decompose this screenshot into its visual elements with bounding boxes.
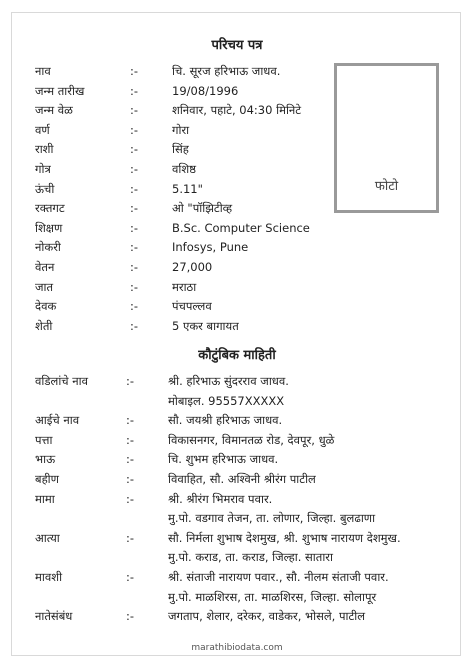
field-value: मोबाइल. 95557XXXXX — [168, 393, 285, 408]
personal-row — [35, 297, 440, 315]
field-value: मु.पो. कराड, ता. कराड, जिल्हा. सातारा — [168, 550, 333, 565]
field-value: मु.पो. माळशिरस, ता. माळशिरस, जिल्हा. सोलापूर — [168, 589, 377, 604]
field-label: आत्या — [35, 530, 60, 545]
field-label: रक्तगट — [35, 201, 65, 216]
field-value: 5.11" — [172, 181, 203, 196]
field-label: ऊंची — [35, 181, 55, 196]
field-label: जात — [35, 279, 54, 294]
field-value: श्री. श्रीरंग भिमराव पवार. — [168, 491, 273, 506]
photo-label: फोटो — [374, 179, 399, 194]
field-label: वडिलांचे नाव — [35, 374, 89, 388]
personal-row — [35, 82, 440, 100]
family-row — [35, 509, 440, 527]
family-row — [35, 372, 440, 390]
family-row — [35, 392, 440, 410]
field-separator: :- — [130, 162, 139, 176]
field-value: 19/08/1996 — [172, 83, 239, 98]
field-separator: :- — [130, 318, 139, 333]
personal-row — [35, 101, 440, 119]
field-label: नाव — [35, 64, 51, 78]
family-section-title: कौटुंबिक माहिती — [198, 348, 276, 363]
field-label: बहीण — [35, 472, 59, 486]
field-separator: :- — [126, 374, 135, 388]
personal-row — [35, 317, 440, 335]
field-separator: :- — [130, 240, 139, 255]
field-separator: :- — [130, 122, 139, 137]
family-row — [35, 450, 440, 468]
field-value: जगताप, शेलार, दरेकर, वाडेकर, भोसले, पाटील — [168, 609, 366, 624]
field-separator: :- — [126, 413, 135, 428]
field-value: चि. शुभम हरिभाऊ जाधव. — [168, 452, 279, 467]
field-separator: :- — [130, 181, 139, 196]
personal-row — [35, 238, 440, 256]
field-label: भाऊ — [35, 452, 56, 467]
field-separator: :- — [130, 83, 139, 98]
personal-row — [35, 258, 440, 276]
field-label: जन्म तारीख — [35, 83, 85, 98]
field-separator: :- — [126, 491, 135, 506]
field-label: देवक — [35, 299, 57, 314]
field-separator: :- — [130, 201, 139, 216]
family-row — [35, 568, 440, 586]
field-separator: :- — [130, 103, 139, 118]
field-value: वशिष्ठ — [172, 162, 196, 176]
personal-row — [35, 140, 440, 158]
field-label: पत्ता — [35, 432, 53, 447]
field-label: जन्म वेळ — [35, 103, 73, 118]
field-value: B.Sc. Computer Science — [172, 220, 310, 235]
personal-row — [35, 62, 440, 80]
field-value: मु.पो. वडगाव तेजन, ता. लोणार, जिल्हा. बुलढाणा — [168, 511, 376, 526]
family-row — [35, 411, 440, 429]
field-separator: :- — [130, 220, 139, 235]
field-label: वेतन — [35, 260, 55, 274]
field-label: राशी — [35, 142, 54, 157]
field-label: मामा — [35, 491, 55, 506]
field-value: श्री. संताजी नारायण पवार., सौ. नीलम संताजी पवार. — [168, 570, 389, 584]
personal-row — [35, 219, 440, 237]
field-separator: :- — [130, 279, 139, 294]
personal-row — [35, 180, 440, 198]
page-title: परिचय पत्र — [211, 38, 263, 53]
field-value: सौ. जयश्री हरिभाऊ जाधव. — [168, 413, 283, 428]
family-row — [35, 431, 440, 449]
field-value: सिंह — [172, 142, 189, 157]
field-separator: :- — [130, 299, 139, 314]
field-value: पंचपल्लव — [172, 299, 212, 314]
field-separator: :- — [126, 530, 135, 545]
personal-row — [35, 121, 440, 139]
family-row — [35, 588, 440, 606]
field-label: आईचे नाव — [35, 413, 80, 428]
footer-website: marathibiodata.com — [191, 643, 283, 653]
field-value: चि. सूरज हरिभाऊ जाधव. — [172, 64, 281, 78]
field-separator: :- — [126, 432, 135, 447]
field-value: मराठा — [172, 279, 197, 294]
field-label: नातेसंबंध — [35, 609, 73, 624]
family-row — [35, 607, 440, 625]
field-value: विवाहित, सौ. अश्विनी श्रीरंग पाटील — [168, 472, 316, 486]
family-row — [35, 548, 440, 566]
field-separator: :- — [130, 142, 139, 157]
field-label: गोत्र — [35, 162, 51, 176]
field-value: ओ "पॉझिटीव्ह — [172, 201, 233, 216]
field-label: शेती — [35, 318, 53, 333]
field-separator: :- — [130, 260, 139, 274]
field-separator: :- — [130, 64, 139, 78]
field-label: वर्ण — [35, 122, 50, 137]
field-label: मावशी — [35, 570, 63, 584]
field-separator: :- — [126, 570, 135, 584]
field-value: 5 एकर बागायत — [172, 318, 239, 333]
field-label: शिक्षण — [35, 220, 63, 235]
field-label: नोकरी — [35, 240, 61, 255]
family-row — [35, 529, 440, 547]
field-value: Infosys, Pune — [172, 240, 249, 255]
personal-row — [35, 278, 440, 296]
family-row — [35, 470, 440, 488]
field-value: श्री. हरिभाऊ सुंदरराव जाधव. — [168, 374, 289, 388]
field-value: 27,000 — [172, 260, 213, 274]
field-value: गोरा — [172, 122, 190, 137]
family-row — [35, 490, 440, 508]
personal-row — [35, 160, 440, 178]
field-value: शनिवार, पहाटे, 04:30 मिनिटे — [172, 103, 302, 118]
field-value: सौ. निर्मला शुभाष देशमुख, श्री. शुभाष नारायण देशमुख. — [168, 530, 401, 545]
personal-row — [35, 199, 440, 217]
field-separator: :- — [126, 609, 135, 624]
field-separator: :- — [126, 452, 135, 467]
field-value: विकासनगर, विमानतळ रोड, देवपूर, धुळे — [168, 432, 335, 447]
field-separator: :- — [126, 472, 135, 486]
